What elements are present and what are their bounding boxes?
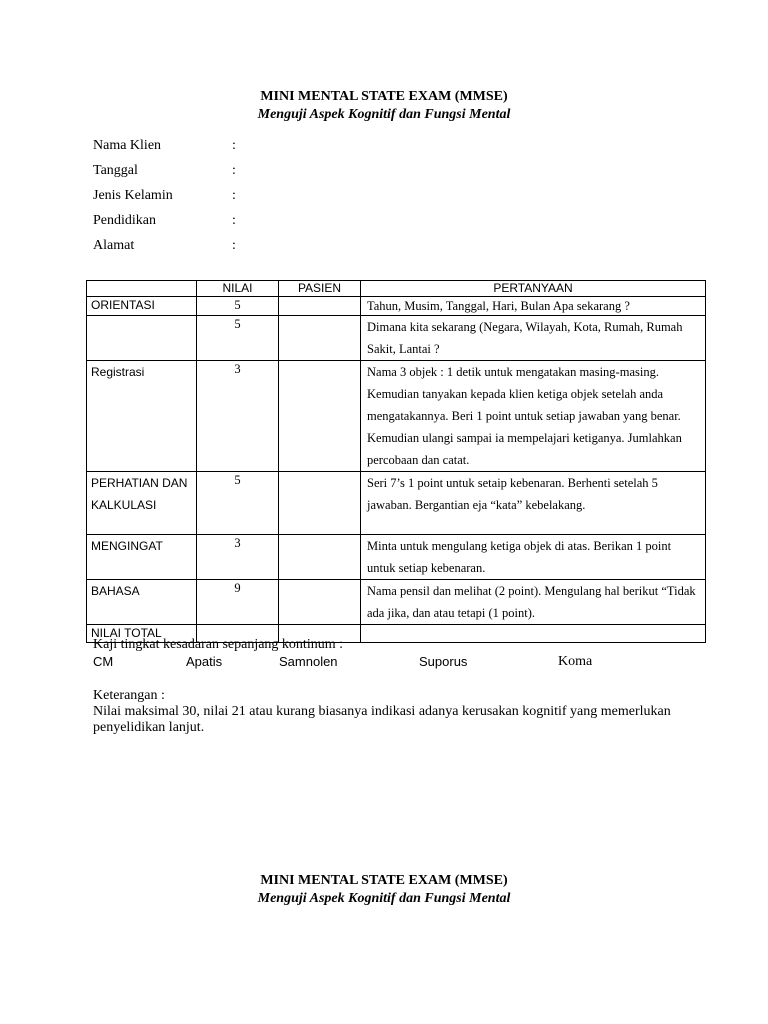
pasien-cell[interactable] (279, 472, 361, 535)
nilai-cell: 3 (197, 535, 279, 580)
nilai-cell: 9 (197, 580, 279, 625)
header-cell (87, 281, 197, 297)
kesadaran-level-cm: CM (93, 654, 114, 669)
document-subtitle: Menguji Aspek Kognitif dan Fungsi Mental (257, 107, 511, 122)
aspek-cell (87, 316, 197, 361)
aspek-cell: BAHASA (87, 580, 197, 625)
table-row (87, 361, 706, 472)
keterangan-label: Keterangan : (93, 688, 165, 703)
header-cell-pasien: PASIEN (279, 281, 361, 297)
keterangan-text: Nilai maksimal 30, nilai 21 atau kurang biasanya indikasi adanya kerusakan kognitif yang memerlukan penyelidikan lanjut. (93, 704, 671, 735)
info-separator: : (232, 163, 236, 178)
pertanyaan-cell: Nama 3 objek : 1 detik untuk mengatakan masing-masing. Kemudian tanyakan kepada klien ketiga objek setelah anda mengatakannya. Beri 1 point untuk setiap jawaban yang benar. Kemudian ulangi sampai ia mempelajari ketiganya. Jumlahkan percobaan dan catat. (361, 361, 706, 472)
aspek-cell: ORIENTASI (87, 297, 197, 316)
nilai-cell: 3 (197, 361, 279, 472)
document-header-repeat (0, 872, 768, 908)
document-title: MINI MENTAL STATE EXAM (MMSE) (260, 89, 508, 104)
pasien-cell[interactable] (279, 297, 361, 316)
table-row (87, 580, 706, 625)
client-info-section (93, 138, 236, 263)
info-label: Nama Klien (93, 138, 162, 153)
table-row (87, 297, 706, 316)
aspek-cell: NILAI TOTAL (87, 625, 197, 643)
keterangan-section (93, 688, 693, 736)
info-separator: : (232, 188, 236, 203)
info-label: Tanggal (93, 163, 138, 178)
table-row (87, 535, 706, 580)
info-row-alamat (93, 238, 236, 263)
header-cell-pertanyaan: PERTANYAAN (361, 281, 706, 297)
pasien-cell[interactable] (279, 361, 361, 472)
header-cell-nilai: NILAI (197, 281, 279, 297)
kesadaran-level-apatis: Apatis (186, 654, 223, 669)
info-row-nama (93, 138, 236, 163)
pertanyaan-cell: Minta untuk mengulang ketiga objek di atas. Berikan 1 point untuk setiap kebenaran. (361, 535, 706, 580)
info-separator: : (232, 238, 236, 253)
aspek-cell: PERHATIAN DAN KALKULASI (87, 472, 197, 535)
kesadaran-level-koma: Koma (558, 654, 593, 669)
info-label: Alamat (93, 238, 135, 253)
info-separator: : (232, 138, 236, 153)
kesadaran-level-samnolen: Samnolen (279, 654, 338, 669)
info-row-tanggal (93, 163, 236, 188)
pertanyaan-cell: Tahun, Musim, Tanggal, Hari, Bulan Apa sekarang ? (361, 297, 706, 316)
kesadaran-level-suporus: Suporus (419, 654, 468, 669)
nilai-cell: 5 (197, 316, 279, 361)
info-label: Jenis Kelamin (93, 188, 173, 203)
pertanyaan-cell: Nama pensil dan melihat (2 point). Mengulang hal berikut “Tidak ada jika, dan atau tetapi (1 point). (361, 580, 706, 625)
pasien-cell[interactable] (279, 580, 361, 625)
pertanyaan-cell (361, 625, 706, 643)
mmse-table (86, 280, 706, 643)
info-separator: : (232, 213, 236, 228)
info-row-pendidikan (93, 213, 236, 238)
pasien-cell[interactable] (279, 535, 361, 580)
document-subtitle: Menguji Aspek Kognitif dan Fungsi Mental (257, 891, 511, 906)
kesadaran-label: Kaji tingkat kesadaran sepanjang kontinum : (93, 637, 343, 652)
nilai-cell: 5 (197, 472, 279, 535)
table-row (87, 472, 706, 535)
table-row (87, 316, 706, 361)
document-header (0, 88, 768, 124)
table-header-row (87, 281, 706, 297)
info-label: Pendidikan (93, 213, 156, 228)
nilai-cell: 5 (197, 297, 279, 316)
pasien-cell[interactable] (279, 316, 361, 361)
document-title: MINI MENTAL STATE EXAM (MMSE) (260, 873, 508, 888)
pertanyaan-cell: Dimana kita sekarang (Negara, Wilayah, Kota, Rumah, Rumah Sakit, Lantai ? (361, 316, 706, 361)
pertanyaan-cell: Seri 7’s 1 point untuk setaip kebenaran. Berhenti setelah 5 jawaban. Bergantian eja “kata” kebelakang. (361, 472, 706, 535)
aspek-cell: MENGINGAT (87, 535, 197, 580)
aspek-cell: Registrasi (87, 361, 197, 472)
info-row-jenis-kelamin (93, 188, 236, 213)
